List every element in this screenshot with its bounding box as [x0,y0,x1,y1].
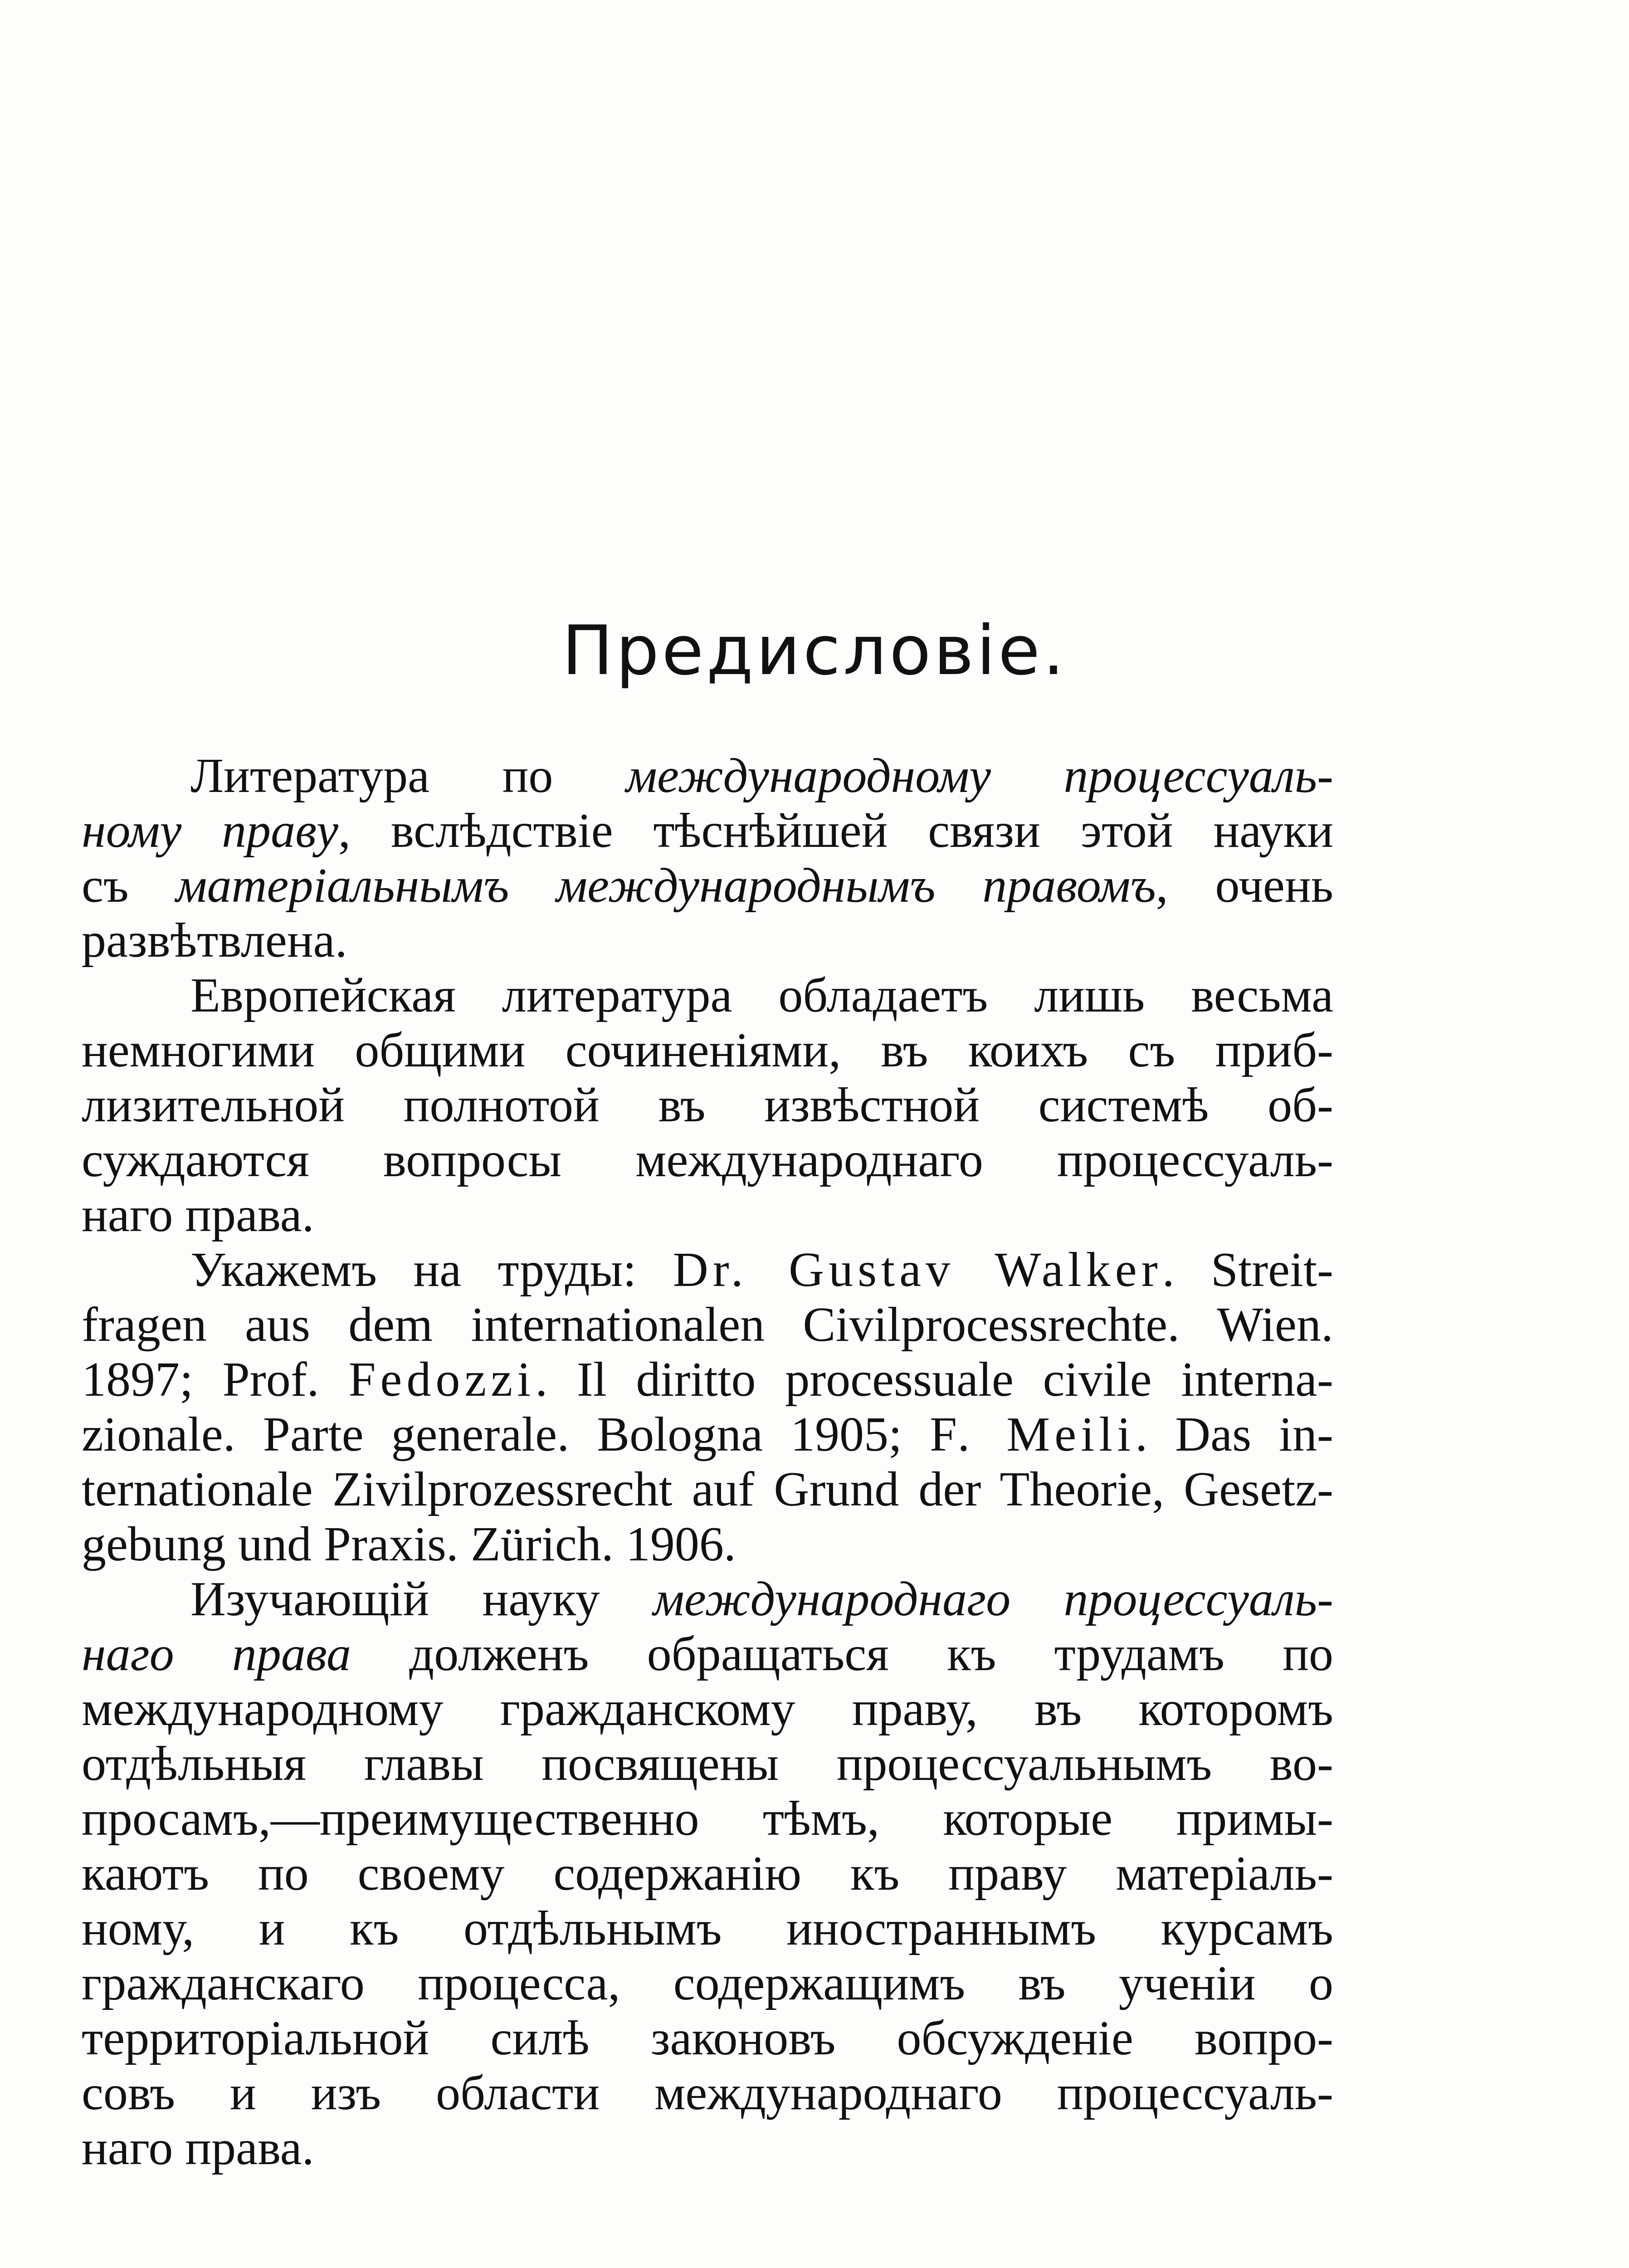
text-segment: . Das in- [1135,1408,1334,1461]
text-line [82,913,1333,968]
text-segment: ternationale Zivilprozessrecht auf Grund der Theorie, Gesetz- [82,1462,1333,1516]
text-line [82,2011,1333,2066]
text-segment: съ [82,859,176,913]
text-line [82,1188,1333,1242]
text-segment: отдѣльныя главы посвящены процессуальнымъ во- [82,1737,1333,1791]
text-segment: совъ и изъ области международнаго процессуаль- [82,2066,1333,2120]
text-line [82,1462,1333,1517]
text-line [82,1791,1333,1846]
text-line [82,1297,1333,1352]
text-line [82,2121,1333,2175]
text-segment: fragen aus dem internationalen Civilprocessrechte. Wien. [82,1298,1333,1352]
text-segment: наго права. [82,2121,314,2175]
italic-text: ному праву [82,804,338,858]
text-line [82,1956,1333,2011]
spaced-name: Fedozzi [348,1353,536,1407]
text-segment: zionale. Parte generale. Bologna 1905; [82,1408,930,1461]
text-line [82,1352,1333,1407]
text-segment: гражданскаго процесса, содержащимъ въ ученіи о [82,1956,1333,2010]
paragraph [82,1572,1333,2175]
italic-text: международному процессуаль- [626,749,1334,803]
spaced-name: F. Meili [929,1408,1136,1461]
text-segment: , вслѣдствіе тѣснѣйшей связи этой науки [338,804,1333,858]
text-line [82,1736,1333,1791]
text-line [82,1627,1333,1681]
text-line [82,748,1333,803]
paragraph [82,1242,1333,1572]
text-segment: наго права. [82,1188,314,1242]
text-segment: развѣтвлена. [82,914,347,968]
paragraph [82,968,1333,1242]
text-line [82,858,1333,913]
text-segment: Изучающій науку [190,1572,653,1626]
text-segment: территоріальной силѣ законовъ обсужденіе вопро- [82,2011,1333,2065]
text-segment: каютъ по своему содержанію къ праву матеріаль- [82,1847,1333,1901]
text-line [82,1023,1333,1078]
text-segment: ному, и къ отдѣльнымъ иностраннымъ курсамъ [82,1901,1333,1955]
text-line [82,803,1333,858]
text-segment: лизительной полнотой въ извѣстной системѣ об- [82,1078,1333,1132]
spaced-name: Dr. Gustav Walker [673,1243,1162,1297]
text-line [82,1517,1333,1572]
text-segment: , очень [1156,859,1333,913]
text-line [82,1681,1333,1736]
preface-body [82,748,1333,2175]
text-segment: просамъ,—преимущественно тѣмъ, которые примы- [82,1792,1333,1846]
text-segment: Укажемъ на труды: [190,1243,673,1297]
text-line [82,1078,1333,1133]
text-line [82,2066,1333,2121]
text-segment: немногими общими сочиненіями, въ коихъ съ приб- [82,1023,1333,1077]
text-segment: суждаются вопросы международнаго процессуаль- [82,1133,1333,1187]
text-line [82,1242,1333,1297]
paragraph [82,748,1333,968]
text-line [82,968,1333,1023]
text-line [82,1901,1333,1956]
text-line [82,1572,1333,1627]
text-segment: Европейская литература обладаетъ лишь весьма [190,968,1333,1022]
text-segment: международному гражданскому праву, въ которомъ [82,1682,1333,1736]
text-line [82,1846,1333,1901]
italic-text: матеріальнымъ международнымъ правомъ [176,859,1156,913]
text-segment: gebung und Praxis. Zürich. 1906. [82,1517,736,1571]
page-title: Предисловіе. [562,611,1067,690]
italic-text: международнаго процессуаль- [653,1572,1334,1626]
text-line [82,1407,1333,1462]
italic-text: наго права [82,1627,351,1681]
text-segment: 1897; Prof. [82,1353,349,1407]
text-segment: . Il diritto processuale civile interna- [535,1353,1334,1407]
text-segment: Литература по [190,749,626,803]
text-line [82,1133,1333,1188]
text-segment: . Streit- [1162,1243,1333,1297]
text-segment: долженъ обращаться къ трудамъ по [351,1627,1333,1681]
